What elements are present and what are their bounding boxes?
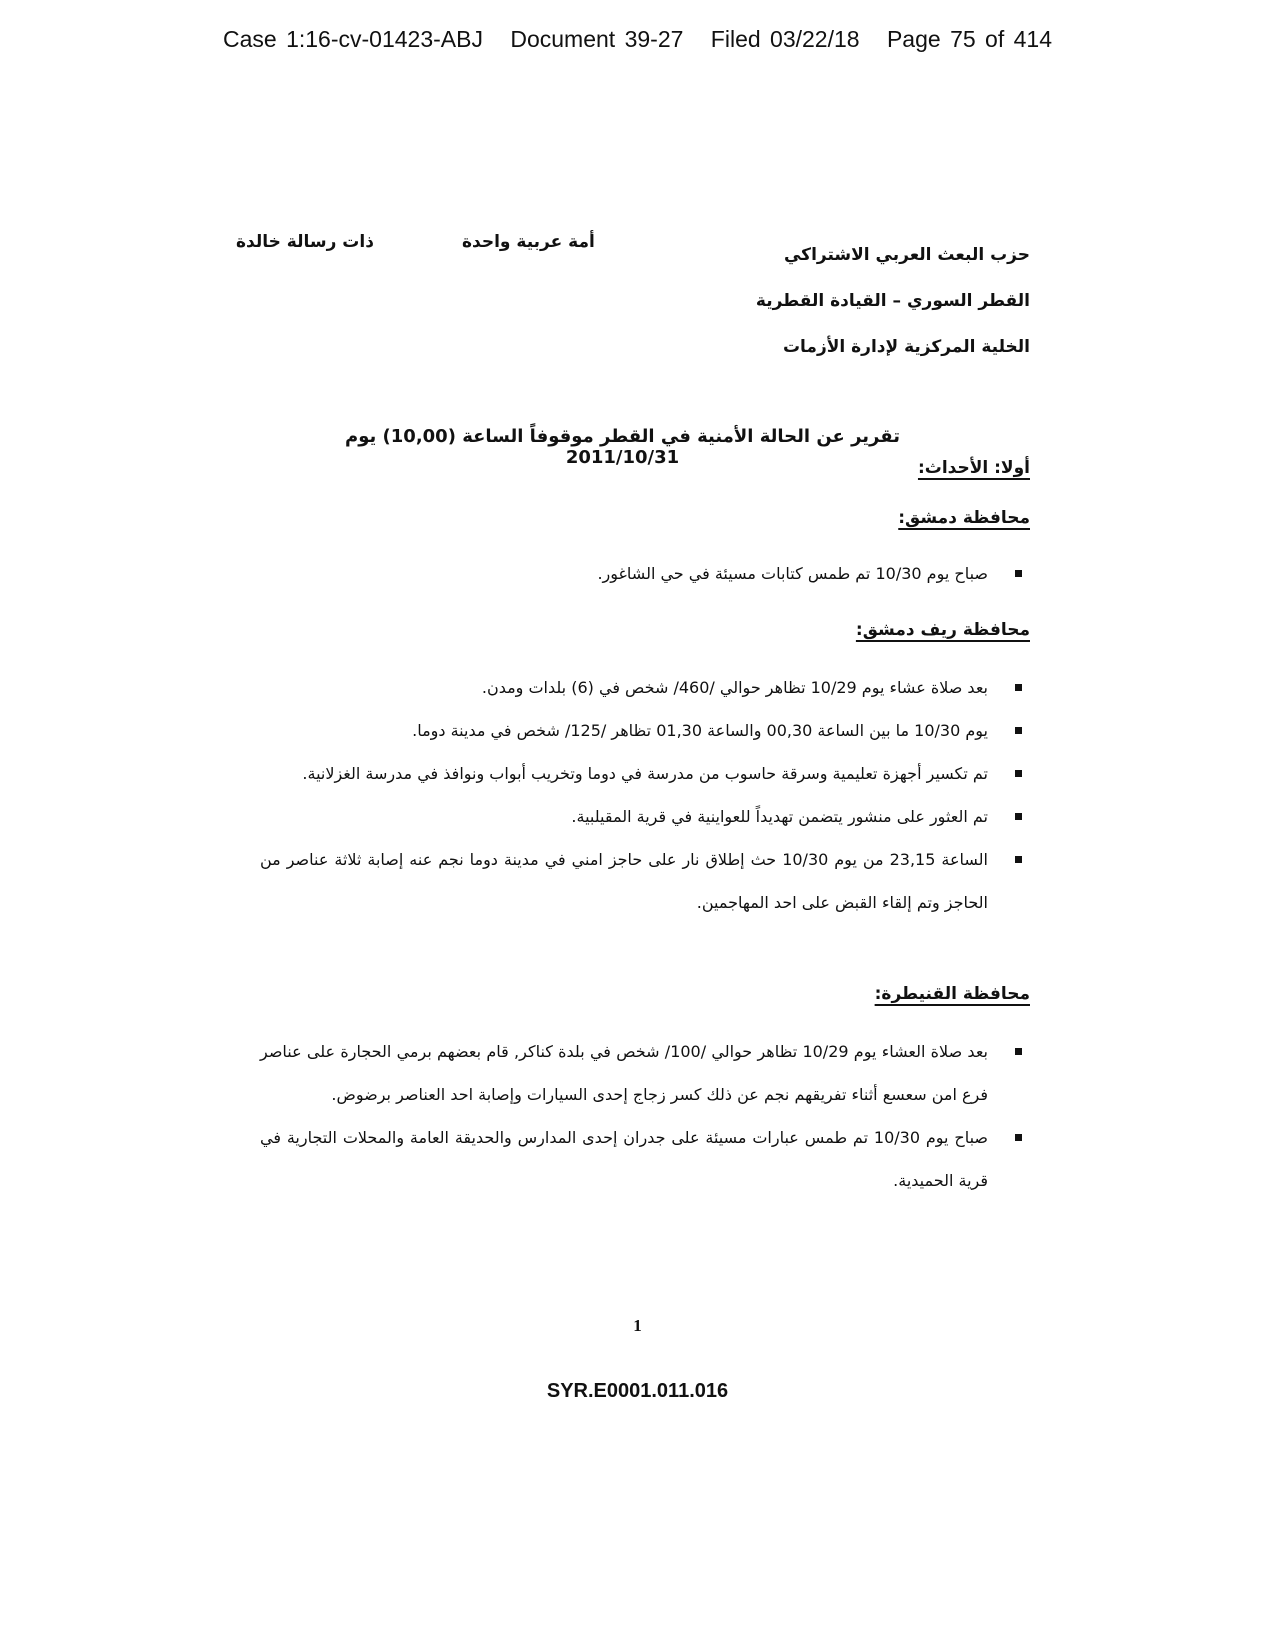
slogan-left: ذات رسالة خالدة bbox=[236, 232, 374, 252]
bates-number: SYR.E0001.011.016 bbox=[546, 1380, 729, 1402]
court-filing-stamp bbox=[0, 26, 1275, 53]
crisis-cell-name: الخلية المركزية لإدارة الأزمات bbox=[782, 337, 1030, 357]
list-item: تم العثور على منشور يتضمن تهديداً للعواينية في قرية المقيلبية. bbox=[260, 795, 1030, 838]
list-item: صباح يوم 10/30 تم طمس كتابات مسيئة في حي الشاغور. bbox=[260, 552, 1030, 595]
page-number: 1 bbox=[633, 1316, 642, 1335]
region-command: القطر السوري – القيادة القطرية bbox=[755, 291, 1030, 311]
list-item: صباح يوم 10/30 تم طمس عبارات مسيئة على جدران إحدى المدارس والحديقة العامة والمحلات التجارية في قرية الحميدية. bbox=[260, 1116, 1030, 1202]
list-item: الساعة 23,15 من يوم 10/30 حث إطلاق نار على حاجز امني في مدينة دوما نجم عنه إصابة ثلاثة عناصر من الحاجز وتم إلقاء القبض على احد المهاجمين. bbox=[260, 838, 1030, 924]
page-count: Page 75 of 414 bbox=[886, 26, 1052, 52]
slogan-middle: أمة عربية واحدة bbox=[462, 232, 595, 252]
section-heading-events: أولا: الأحداث: bbox=[917, 458, 1030, 478]
case-number: Case 1:16-cv-01423-ABJ bbox=[223, 26, 483, 52]
rif-dimashq-events-list bbox=[260, 666, 1030, 924]
damascus-events-list bbox=[260, 552, 1030, 595]
list-item: بعد صلاة عشاء يوم 10/29 تظاهر حوالي /460/ شخص في (6) بلدات ومدن. bbox=[260, 666, 1030, 709]
party-name: حزب البعث العربي الاشتراكي bbox=[783, 245, 1030, 265]
list-item: تم تكسير أجهزة تعليمية وسرقة حاسوب من مدرسة في دوما وتخريب أبواب ونوافذ في مدرسة الغزلانية. bbox=[260, 752, 1030, 795]
document-number: Document 39-27 bbox=[510, 26, 684, 52]
section-heading-damascus: محافظة دمشق: bbox=[898, 508, 1030, 528]
report-title: تقرير عن الحالة الأمنية في القطر موقوفاً الساعة (10,00) يوم 2011/10/31 bbox=[345, 426, 900, 468]
list-item: بعد صلاة العشاء يوم 10/29 تظاهر حوالي /100/ شخص في بلدة كناكر, قام بعضهم برمي الحجارة على عناصر فرع امن سعسع أثناء تفريقهم نجم عن ذلك كسر زجاج إحدى السيارات وإصابة احد العناصر برضوض. bbox=[260, 1030, 1030, 1116]
letterhead-organization bbox=[756, 232, 1030, 370]
section-heading-quneitra: محافظة القنيطرة: bbox=[874, 984, 1030, 1004]
filed-date: Filed 03/22/18 bbox=[710, 26, 860, 52]
quneitra-events-list bbox=[260, 1030, 1030, 1202]
list-item: يوم 10/30 ما بين الساعة 00,30 والساعة 01,30 تظاهر /125/ شخص في مدينة دوما. bbox=[260, 709, 1030, 752]
section-heading-rif-dimashq: محافظة ريف دمشق: bbox=[855, 620, 1030, 640]
